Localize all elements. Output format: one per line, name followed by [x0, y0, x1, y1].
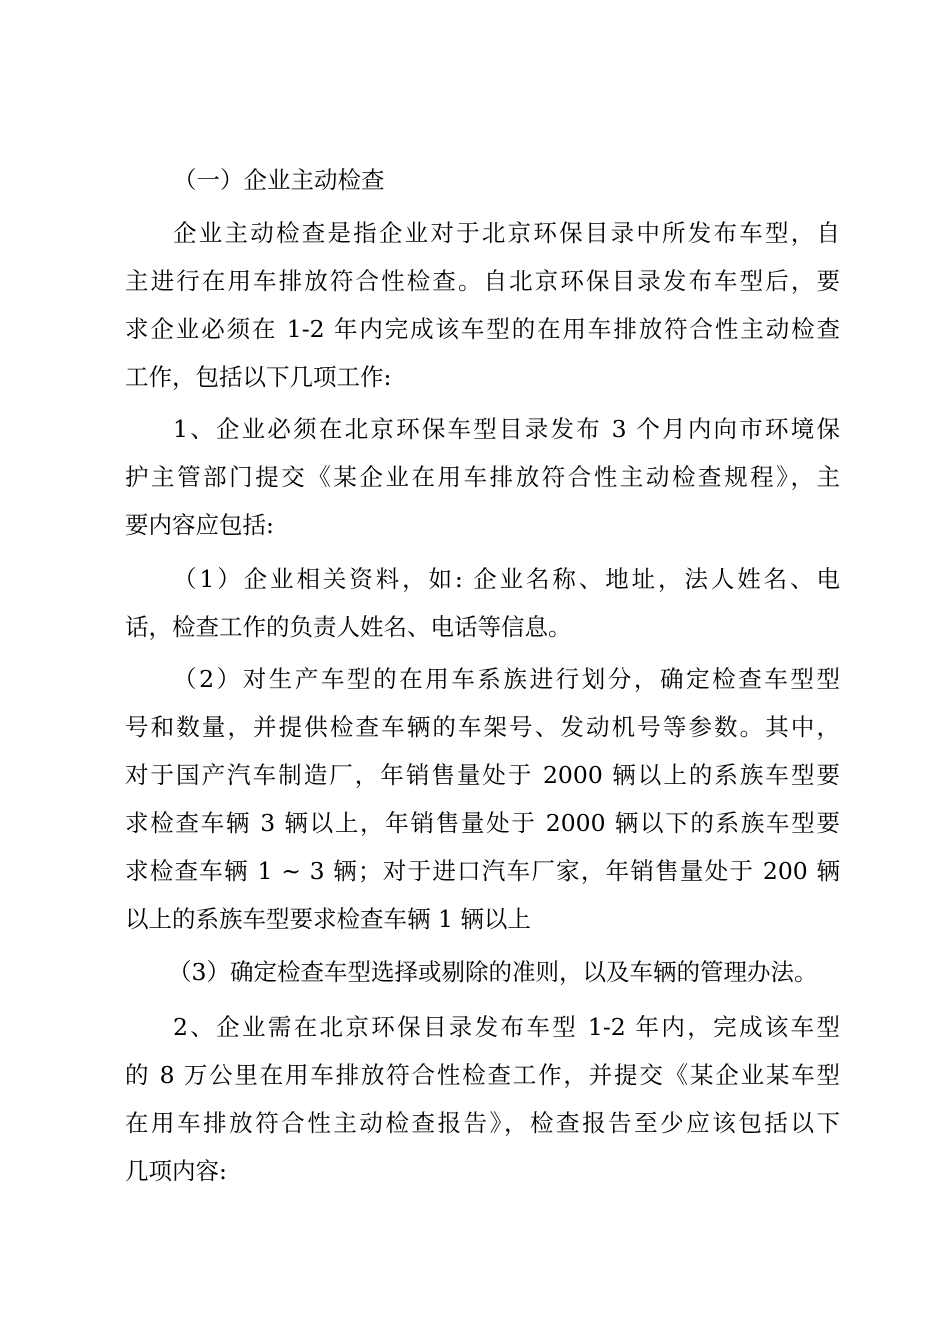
- paragraph-line: （3）确定检查车型选择或剔除的准则，以及车辆的管理办法。: [168, 958, 818, 986]
- paragraph-line: 求检查车辆 3 辆以上，年销售量处于 2000 辆以下的系族车型要: [125, 809, 840, 837]
- paragraph-line: 在用车排放符合性主动检查报告》，检查报告至少应该包括以下: [125, 1109, 840, 1137]
- paragraph-line: （2）对生产车型的在用车系族进行划分，确定检查车型型: [173, 665, 840, 693]
- paragraph-line: 的 8 万公里在用车排放符合性检查工作，并提交《某企业某车型: [125, 1061, 840, 1089]
- paragraph-line: （1）企业相关资料，如: 企业名称、地址，法人姓名、电: [173, 565, 840, 593]
- paragraph-line: 求检查车辆 1 ~ 3 辆；对于进口汽车厂家，年销售量处于 200 辆: [125, 857, 840, 885]
- paragraph-line: 话，检查工作的负责人姓名、电话等信息。: [125, 613, 572, 641]
- paragraph-line: 1、企业必须在北京环保车型目录发布 3 个月内向市环境保: [173, 415, 840, 443]
- paragraph-line: 几项内容:: [125, 1157, 227, 1185]
- paragraph-line: 对于国产汽车制造厂，年销售量处于 2000 辆以上的系族车型要: [125, 761, 840, 789]
- paragraph-line: 护主管部门提交《某企业在用车排放符合性主动检查规程》，主: [125, 463, 840, 491]
- paragraph-line: 号和数量，并提供检查车辆的车架号、发动机号等参数。其中，: [125, 713, 840, 741]
- paragraph-line: 主进行在用车排放符合性检查。自北京环保目录发布车型后，要: [125, 267, 840, 295]
- paragraph-line: 工作，包括以下几项工作:: [125, 363, 392, 391]
- paragraph-line: 求企业必须在 1-2 年内完成该车型的在用车排放符合性主动检查: [125, 315, 840, 343]
- section-heading: （一）企业主动检查: [173, 166, 385, 194]
- paragraph-line: 2、企业需在北京环保目录发布车型 1-2 年内，完成该车型: [173, 1013, 840, 1041]
- paragraph-line: 企业主动检查是指企业对于北京环保目录中所发布车型，自: [173, 219, 840, 247]
- paragraph-line: 要内容应包括:: [125, 511, 274, 539]
- paragraph-line: 以上的系族车型要求检查车辆 1 辆以上: [125, 905, 531, 933]
